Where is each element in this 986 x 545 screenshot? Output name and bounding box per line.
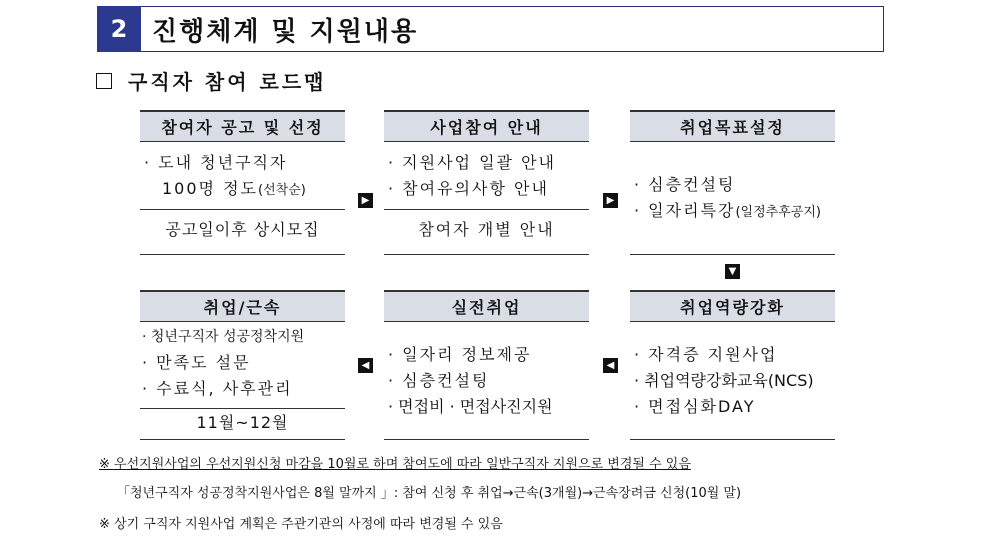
stage-title: 취업목표설정 — [630, 110, 835, 142]
stage-body — [630, 142, 835, 255]
stage-bottom: 참여자 개별 안내 — [418, 220, 555, 239]
stage-guide — [384, 110, 589, 255]
arrow-left-icon: ◀ — [358, 358, 373, 373]
section-title: 진행체계 및 지원내용 — [152, 16, 419, 47]
stage-title: 취업/근속 — [140, 290, 345, 322]
stage-line: · 일자리특강(일정추후공지) — [634, 201, 821, 220]
stage-line: 100명 정도(선착순) — [162, 179, 306, 198]
stage-body — [384, 322, 589, 440]
stage-title: 참여자 공고 및 선정 — [140, 110, 345, 142]
stage-title: 실전취업 — [384, 290, 589, 322]
stage-title: 사업참여 안내 — [384, 110, 589, 142]
stage-body — [384, 142, 589, 255]
stage-capacity — [630, 290, 835, 440]
arrow-right-icon: ▶ — [358, 193, 373, 208]
stage-bottom: 공고일이후 상시모집 — [165, 220, 320, 239]
stage-line: · 만족도 설문 — [142, 353, 251, 372]
stage-line: · 면접심화DAY — [634, 397, 756, 416]
stage-line: · 도내 청년구직자 — [144, 153, 288, 172]
stage-line: · 자격증 지원사업 — [634, 345, 778, 364]
stage-line: · 지원사업 일괄 안내 — [388, 153, 556, 172]
stage-line: · 면접비 · 면접사진지원 — [388, 397, 553, 416]
stage-line: · 일자리 정보제공 — [388, 345, 532, 364]
stage-bottom: 11월~12월 — [196, 413, 289, 432]
stage-practical — [384, 290, 589, 440]
stage-line: · 참여유의사항 안내 — [388, 179, 549, 198]
stage-recruit — [140, 110, 345, 255]
section-number: 2 — [97, 6, 141, 52]
note-change: ※ 상기 구직자 지원사업 계획은 주관기관의 사정에 따라 변경될 수 있음 — [99, 517, 503, 532]
note-priority: ※ 우선지원사업의 우선지원신청 마감을 10월로 하며 참여도에 따라 일반구직자 지원으로 변경될 수 있음 — [99, 457, 691, 472]
arrow-down-icon: ▼ — [725, 264, 740, 279]
stage-body — [140, 142, 345, 255]
checkbox-icon — [96, 73, 112, 89]
stage-goal — [630, 110, 835, 255]
stage-body — [630, 322, 835, 440]
stage-line: · 수료식, 사후관리 — [142, 379, 293, 398]
stage-line: · 심층컨설팅 — [388, 371, 490, 390]
stage-line: · 취업역량강화교육(NCS) — [634, 371, 814, 390]
stage-line: · 심층컨설팅 — [634, 175, 736, 194]
note-schedule: 「청년구직자 성공정착지원사업은 8월 말까지 」: 참여 신청 후 취업→근속(3개월)→근속장려금 신청(10월 말) — [117, 486, 742, 501]
arrow-left-icon: ◀ — [603, 358, 618, 373]
stage-body — [140, 322, 345, 440]
stage-line: · 청년구직자 성공정착지원 — [142, 329, 305, 345]
stage-employment — [140, 290, 345, 440]
subsection-title: 구직자 참여 로드맵 — [128, 70, 327, 94]
arrow-right-icon: ▶ — [603, 193, 618, 208]
stage-title: 취업역량강화 — [630, 290, 835, 322]
